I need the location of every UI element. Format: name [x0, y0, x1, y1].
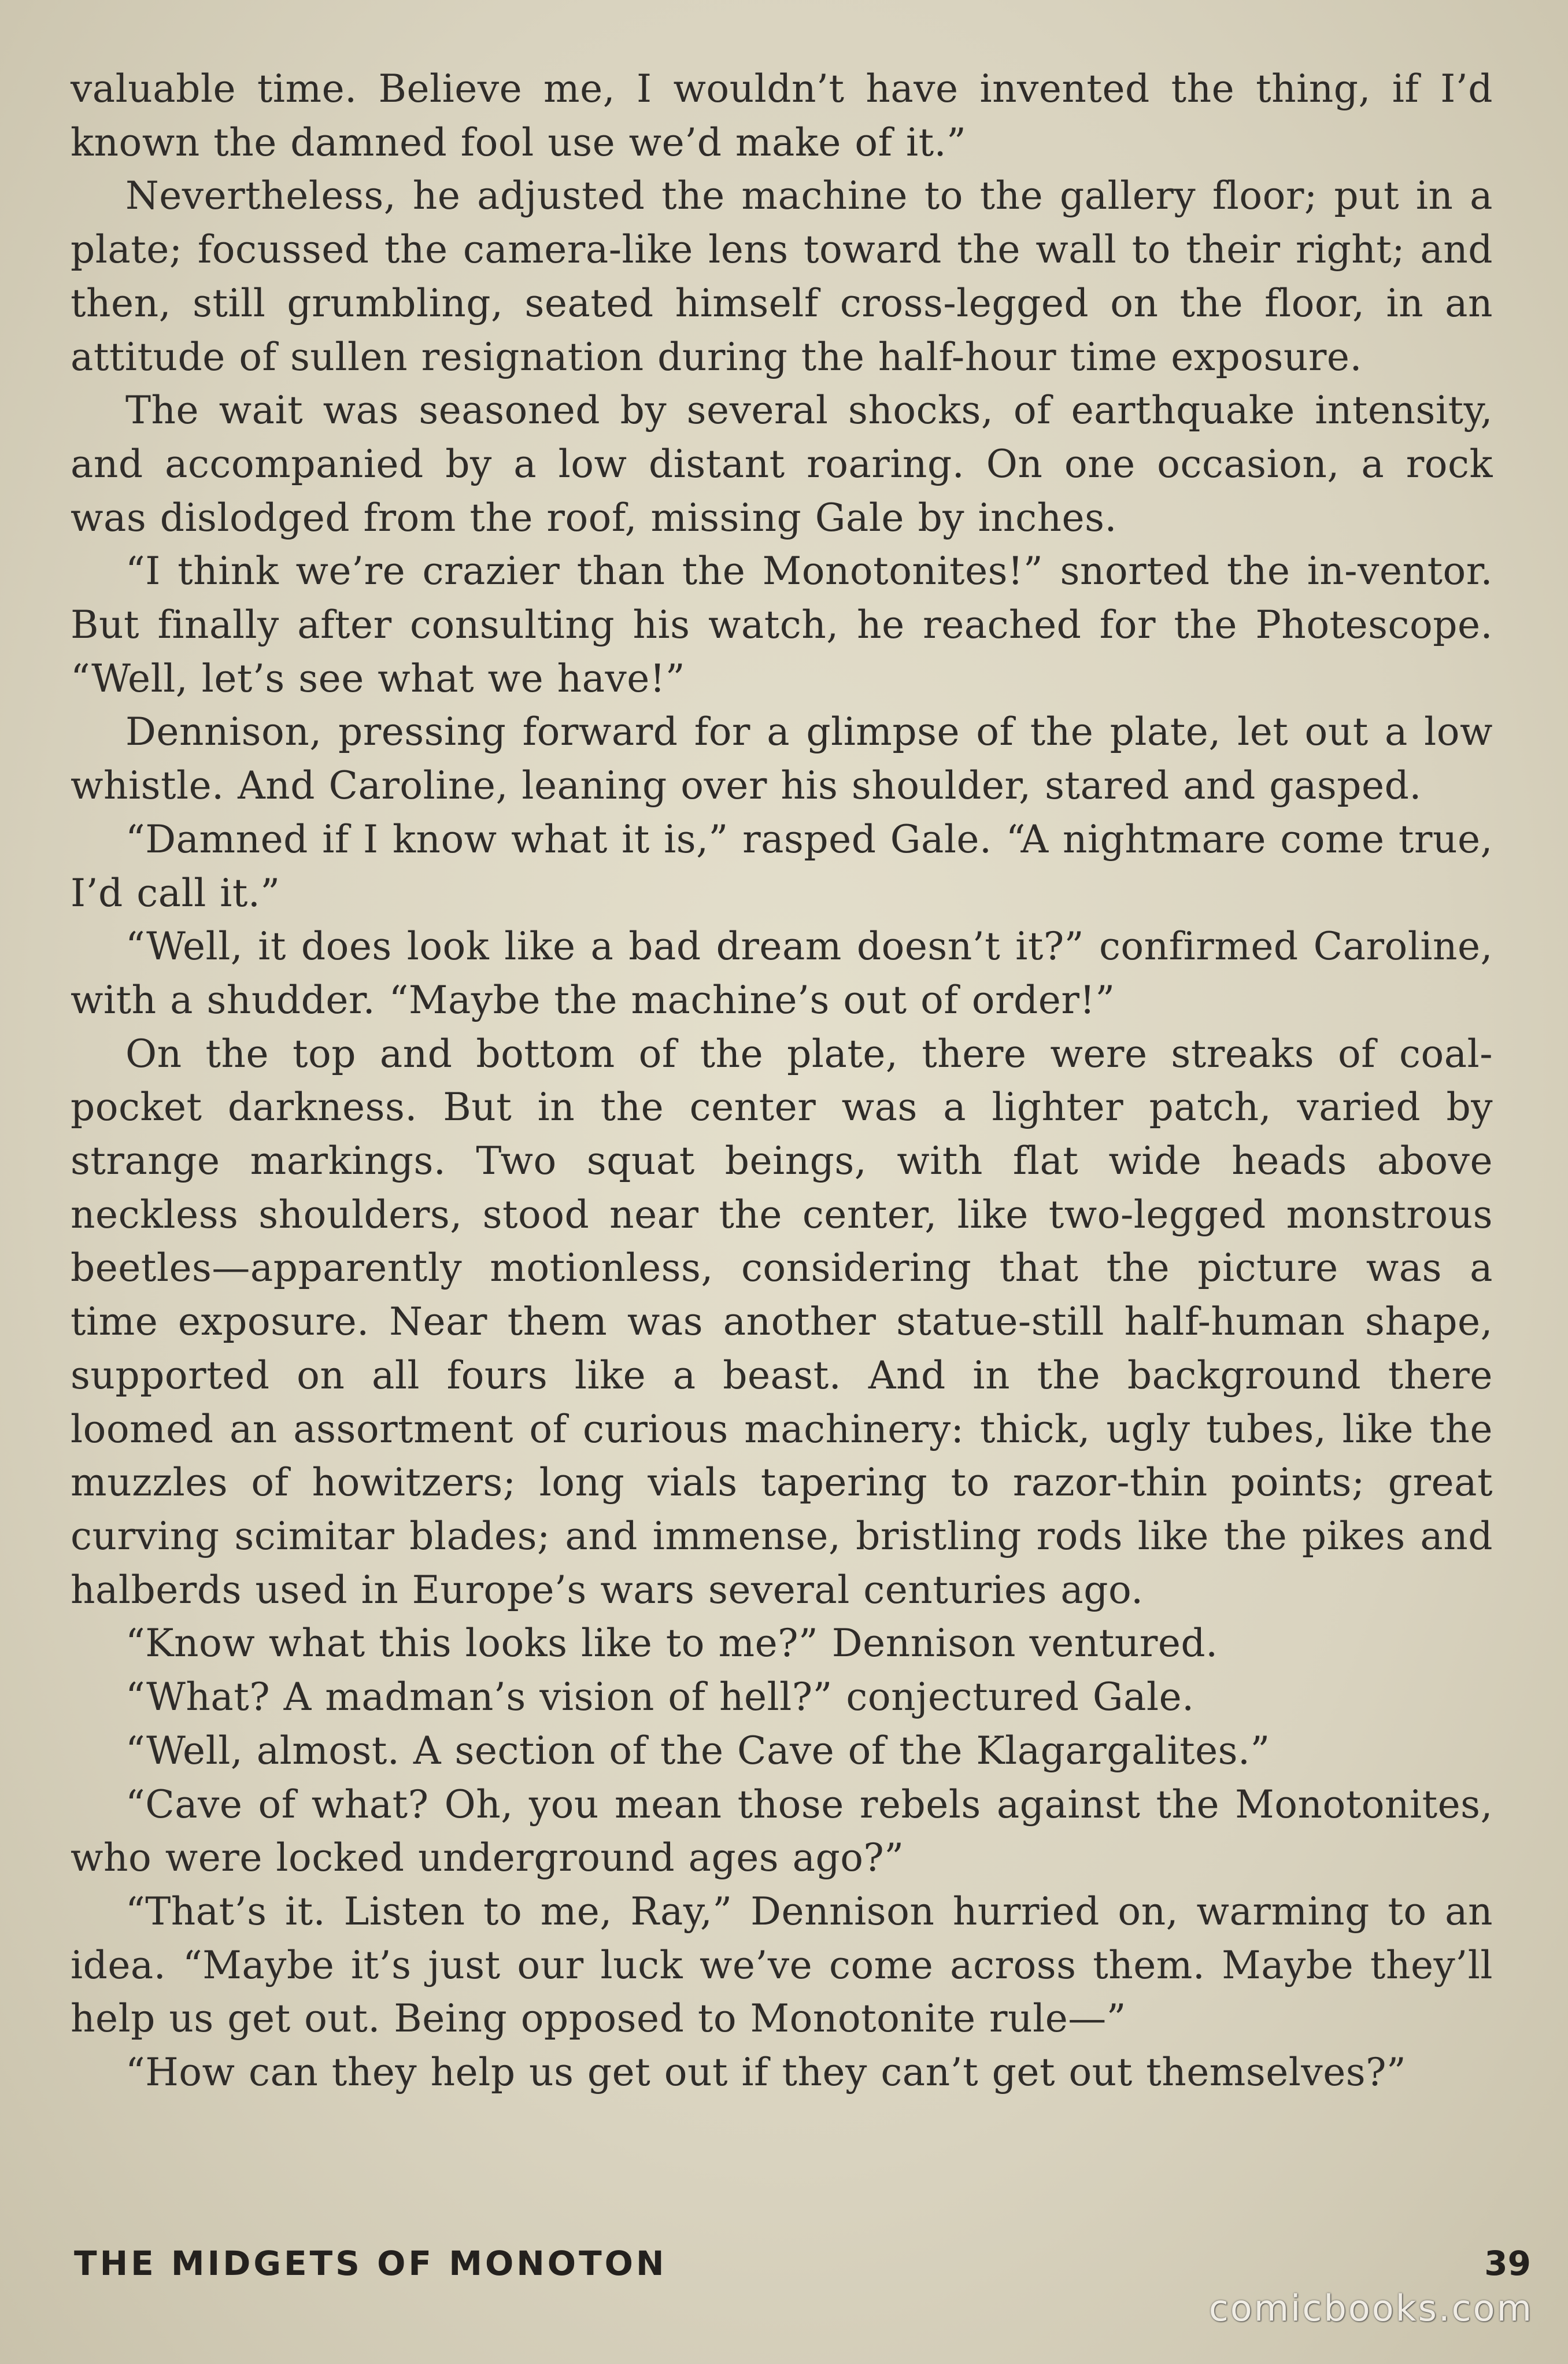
body-text — [71, 62, 1493, 2100]
paragraph: “What? A madman’s vision of hell?” conjectured Gale. — [125, 1675, 1195, 1720]
paragraph: “Well, it does look like a bad dream doesn’t it?” confirmed Caroline, with a shudder. “Maybe the machine’s out of order!” — [71, 924, 1493, 1022]
running-title: THE MIDGETS OF MONOTON — [74, 2244, 667, 2283]
paragraph: Nevertheless, he adjusted the machine to the gallery floor; put in a plate; focussed the camera-like lens toward the wall to their right; and then, still grumbling, seated himself cross-legged on the floor, in an attitude of sullen resignation during the half-hour time exposure. — [71, 173, 1493, 379]
page-footer — [74, 2244, 1531, 2290]
page-number: 39 — [1484, 2244, 1531, 2283]
paragraph: valuable time. Believe me, I wouldn’t have invented the thing, if I’d known the damned fool use we’d make of it.” — [71, 67, 1493, 165]
paragraph: The wait was seasoned by several shocks, of earthquake intensity, and accompanied by a low distant roaring. On one occasion, a rock was dislodged from the roof, missing Gale by inches. — [71, 388, 1493, 540]
watermark: comicbooks.com — [1208, 2287, 1533, 2329]
paragraph: “Know what this looks like to me?” Dennison ventured. — [125, 1621, 1218, 1666]
paragraph: “How can they help us get out if they can’t get out themselves?” — [125, 2050, 1407, 2095]
paragraph: “Damned if I know what it is,” rasped Gale. “A nightmare come true, I’d call it.” — [71, 817, 1493, 915]
paragraph: “That’s it. Listen to me, Ray,” Dennison hurried on, warming to an idea. “Maybe it’s just our luck we’ve come across them. Maybe they’ll help us get out. Being opposed to Monotonite rule—” — [71, 1889, 1493, 2041]
paragraph: “Well, almost. A section of the Cave of the Klagargalites.” — [125, 1728, 1270, 1773]
paragraph: “Cave of what? Oh, you mean those rebels against the Monotonites, who were locked underground ages ago?” — [71, 1782, 1493, 1881]
paragraph: Dennison, pressing forward for a glimpse of the plate, let out a low whistle. And Caroline, leaning over his shoulder, stared and gasped. — [71, 710, 1493, 808]
paragraph: “I think we’re crazier than the Monotonites!” snorted the in-ventor. But finally after consulting his watch, he reached for the Photescope. “Well, let’s see what we have!” — [71, 549, 1493, 701]
paragraph: On the top and bottom of the plate, there were streaks of coal-pocket darkness. But in the center was a lighter patch, varied by strange markings. Two squat beings, with flat wide heads above neckless shoulders, stood near the center, like two-legged monstrous beetles—apparently motionless, considering that the picture was a time exposure. Near them was another statue-still half-human shape, supported on all fours like a beast. And in the background there loomed an assortment of curious machinery: thick, ugly tubes, like the muzzles of howitzers; long vials tapering to razor-thin points; great curving scimitar blades; and immense, bristling rods like the pikes and halberds used in Europe’s wars several centuries ago. — [71, 1031, 1493, 1612]
